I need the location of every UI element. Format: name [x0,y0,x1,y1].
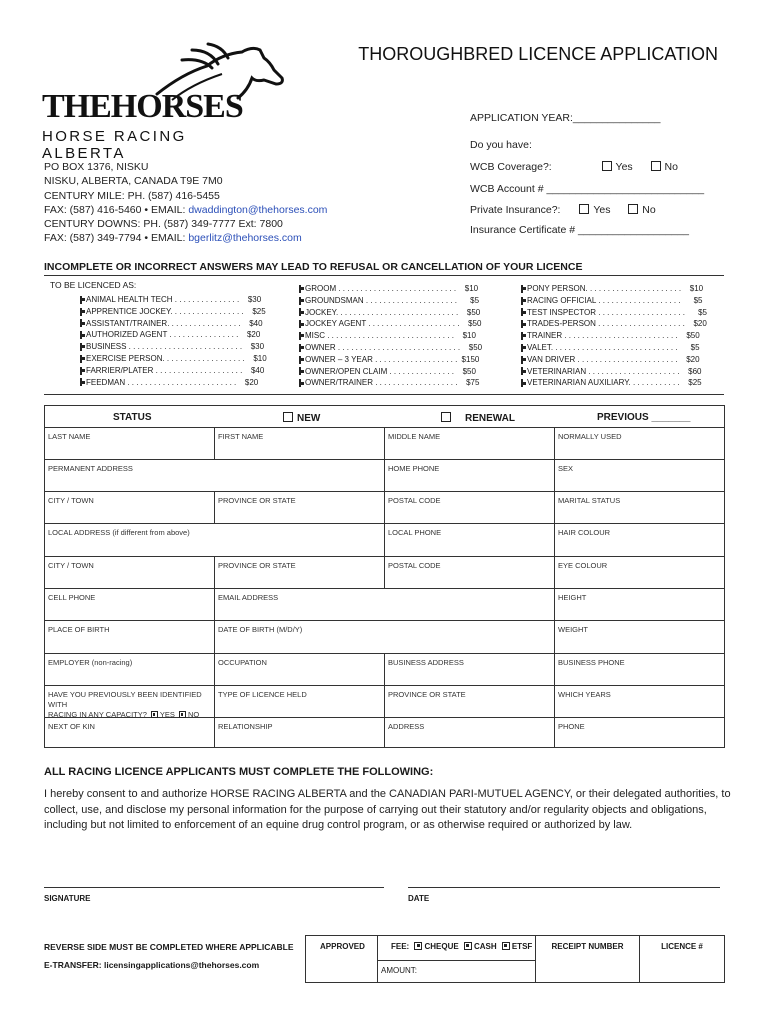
office-use-box [305,935,725,983]
last-name-field[interactable]: LAST NAME [45,428,215,459]
cheque-label: CHEQUE [424,942,459,951]
licence-option[interactable] [80,318,263,330]
local-address-field[interactable]: LOCAL ADDRESS (if different from above) [45,524,385,556]
licence-fee: $30 [247,295,262,304]
licence-name: APPRENTICE JOCKEY. . . . . . . . . . . . . . . . . [86,306,244,316]
licence-name: EXERCISE PERSON. . . . . . . . . . . . . . . . . . . [86,353,245,363]
no-label: No [664,161,678,173]
licence-fee: $5 [690,342,700,352]
licence-checkbox[interactable] [80,308,82,316]
form-row [45,589,724,621]
which-years-field[interactable]: WHICH YEARS [558,690,611,699]
licence-checkbox[interactable] [80,331,82,339]
licence-option[interactable] [521,318,707,330]
licence-option[interactable] [521,354,700,366]
licence-option[interactable] [521,377,702,389]
business-phone-field[interactable]: BUSINESS PHONE [558,658,625,667]
logo-tagline: HORSE RACING ALBERTA [42,128,187,162]
licence-column-1 [80,294,267,388]
renewal-label: RENEWAL [465,413,515,424]
do-you-have-label: Do you have: [470,139,532,151]
licence-option[interactable] [299,330,474,342]
licence-name: ASSISTANT/TRAINER. . . . . . . . . . . . . . . . . [86,318,241,328]
fee-cell [378,936,536,982]
wcb-yes-checkbox[interactable] [602,161,612,171]
licence-name: OWNER – 3 YEAR . . . . . . . . . . . . . . . . . . . [305,354,458,364]
approved-cell: APPROVED [306,936,378,982]
email-address-field[interactable]: EMAIL ADDRESS [215,589,555,620]
licence-name: OWNER/OPEN CLAIM . . . . . . . . . . . . . . . [305,366,454,376]
licence-option[interactable] [521,307,707,319]
licence-checkbox[interactable] [521,320,523,328]
signature-label: SIGNATURE [44,894,91,903]
licence-name: ANIMAL HEALTH TECH . . . . . . . . . . . . . . . [86,295,240,304]
cash-label: CASH [473,942,497,951]
page-title: THOROUGHBRED LICENCE APPLICATION [358,44,718,64]
receipt-number-cell[interactable]: RECEIPT NUMBER [536,936,640,982]
licence-checkbox[interactable] [299,356,301,364]
licence-fee: $75 [466,378,480,388]
province-state-field[interactable]: PROVINCE OR STATE [215,492,385,523]
identified-question-cell [45,686,215,717]
middle-name-field[interactable]: MIDDLE NAME [385,428,555,459]
licence-checkbox[interactable] [299,285,301,293]
licence-fee: $50 [462,366,476,376]
permanent-address-field[interactable]: PERMANENT ADDRESS [45,460,385,491]
licence-name: TRAINER . . . . . . . . . . . . . . . . . . . . . . . . . . [527,331,678,341]
kin-address-field[interactable]: ADDRESS [385,718,555,748]
occupation-field[interactable]: OCCUPATION [215,654,385,685]
fax-text: FAX: (587) 349-7794 • EMAIL: [44,232,189,245]
date-label: DATE [408,894,430,903]
identified-no-checkbox[interactable] [179,711,186,718]
new-checkbox[interactable] [283,412,293,422]
address-line: CENTURY MILE: PH. (587) 416-5455 [44,189,220,202]
status-new-option[interactable] [283,412,320,424]
licence-checkbox[interactable] [521,344,523,352]
licence-checkbox[interactable] [299,332,301,340]
licence-fee: $150 [461,354,480,364]
licence-fee: $20 [693,319,707,329]
licence-fee: $25 [688,378,702,388]
licence-name: MISC . . . . . . . . . . . . . . . . . . . . . . . . . . . . . [305,331,454,341]
city-town-field[interactable]: CITY / TOWN [45,492,215,523]
licence-fee: $40 [249,318,263,328]
wcb-coverage-row [470,161,678,173]
licence-checkbox[interactable] [299,379,301,387]
licence-name: AUTHORIZED AGENT . . . . . . . . . . . . . . . . [86,330,239,340]
licence-checkbox[interactable] [521,379,523,387]
status-row [45,406,724,428]
marital-status-field[interactable]: MARITAL STATUS [558,496,621,505]
home-phone-field[interactable]: HOME PHONE [385,460,555,491]
etsf-label: ETSF [511,942,533,951]
licence-checkbox[interactable] [80,355,82,363]
licence-checkbox[interactable] [80,343,82,351]
divider [44,394,724,395]
local-phone-field[interactable]: LOCAL PHONE [385,524,555,556]
etransfer-note: E-TRANSFER: licensingapplications@thehorses.com [44,960,260,970]
fee-options [391,942,532,951]
licence-checkbox[interactable] [521,356,523,364]
licence-checkbox[interactable] [521,285,523,293]
licence-option[interactable] [299,354,480,366]
licence-name: VAN DRIVER . . . . . . . . . . . . . . . . . . . . . . . [527,354,678,364]
licence-name: VETERINARIAN . . . . . . . . . . . . . . . . . . . . . [527,366,680,376]
licence-option[interactable] [299,295,480,307]
logo-wordmark: THEHORSES [42,88,243,125]
licence-fee: $20 [686,354,700,364]
licence-checkbox[interactable] [521,367,523,375]
postal-code-field[interactable]: POSTAL CODE [385,492,555,523]
divider [44,275,724,276]
licence-option[interactable] [521,295,703,307]
licence-fee: $5 [693,295,703,305]
relationship-field[interactable]: RELATIONSHIP [215,718,385,748]
licence-option[interactable] [80,294,262,306]
sex-field[interactable]: SEX [558,464,574,473]
wcb-no-checkbox[interactable] [651,161,661,171]
email-link[interactable]: dwaddington@thehorses.com [188,203,328,216]
licence-name: OWNER/TRAINER . . . . . . . . . . . . . . . . . . . [305,378,458,388]
licence-fee: $50 [466,307,481,317]
licence-number-cell[interactable]: LICENCE # [661,942,703,951]
place-of-birth-field[interactable]: PLACE OF BIRTH [45,621,215,653]
licence-option[interactable] [299,366,474,378]
eye-colour-field[interactable]: EYE COLOUR [558,561,608,570]
licence-name: FARRIER/PLATER . . . . . . . . . . . . . . . . . . . . [86,365,243,375]
licence-checkbox[interactable] [521,297,523,305]
licence-option[interactable] [299,377,480,389]
licence-option[interactable] [80,365,265,377]
licence-fee: $50 [686,331,700,341]
licence-option[interactable] [299,318,482,330]
licence-checkbox[interactable] [299,320,301,328]
application-year-field[interactable]: APPLICATION YEAR:_______________ [470,112,661,124]
consent-text: I hereby consent to and authorize HORSE RACING ALBERTA and the CANADIAN PARI-MUTUEL AGENCY, or their delegated authorities, to collect, use, and disclose my personal information for the purpose of carrying out their statutory and/or regularity objects and obligations, including but not limited to enforcement of an equine drug control program, or as otherwise required or authorized by law. [44,788,731,831]
fax-text: FAX: (587) 416-5460 • EMAIL: [44,203,189,216]
licence-option[interactable] [80,377,259,389]
reverse-side-note: REVERSE SIDE MUST BE COMPLETED WHERE APPLICABLE [44,942,294,952]
licence-option[interactable] [521,330,700,342]
licence-name: OWNER . . . . . . . . . . . . . . . . . . . . . . . . . . . . [305,342,461,352]
licence-checkbox[interactable] [299,297,301,305]
form-row [45,557,724,589]
licence-option[interactable] [299,342,483,354]
licence-option[interactable] [80,353,267,365]
cash-checkbox[interactable] [464,942,472,950]
form-row [45,492,724,524]
licence-checkbox[interactable] [80,319,82,327]
no-label: No [642,204,656,216]
private-insurance-label: Private Insurance?: [470,204,561,216]
height-field[interactable]: HEIGHT [558,593,587,602]
fax-line-1 [44,203,327,217]
etsf-checkbox[interactable] [502,942,510,950]
wcb-account-field[interactable]: WCB Account # ___________________________ [470,183,705,195]
applicant-form [44,405,725,748]
warning-text: INCOMPLETE OR INCORRECT ANSWERS MAY LEAD TO REFUSAL OR CANCELLATION OF YOUR LICENCE [44,261,583,273]
form-row [45,428,724,460]
licence-fee: $20 [246,330,261,340]
licence-types-label: TO BE LICENCED AS: [50,280,137,290]
licence-fee: $10 [253,353,267,363]
identified-question-line-2: RACING IN ANY CAPACITY? YES NO [48,710,200,719]
licence-checkbox[interactable] [80,296,82,304]
licence-fee: $5 [470,295,480,305]
licence-option[interactable] [80,329,261,341]
email-link[interactable]: bgerlitz@thehorses.com [188,232,302,245]
signature-line[interactable] [44,887,384,888]
new-label: NEW [297,413,321,424]
fax-line-2 [44,231,327,245]
licence-checkbox[interactable] [299,344,301,352]
licence-option[interactable] [521,366,702,378]
wcb-coverage-label: WCB Coverage?: [470,161,552,173]
licence-name: VETERINARIAN AUXILIARY. . . . . . . . . . . . [527,378,680,388]
licence-fee: $50 [468,319,482,329]
licence-fee: $20 [244,377,259,387]
licence-name: GROUNDSMAN . . . . . . . . . . . . . . . . . . . . . [305,295,458,305]
licence-fee: $60 [688,366,702,376]
yes-label: YES [159,710,175,719]
licence-option[interactable] [299,307,481,319]
licence-name: GROOM . . . . . . . . . . . . . . . . . . . . . . . . . . . [305,284,457,293]
address-line: CENTURY DOWNS: PH. (587) 349-7777 Ext: 7800 [44,218,283,231]
status-renewal-option[interactable] [441,412,515,424]
consent-heading: ALL RACING LICENCE APPLICANTS MUST COMPLETE THE FOLLOWING: [44,766,434,778]
insurance-certificate-field[interactable]: Insurance Certificate # ___________________ [470,224,689,236]
licence-column-3 [521,283,707,389]
licence-fee: $25 [252,306,266,316]
licence-fee: $50 [468,342,483,352]
amount-field[interactable]: AMOUNT: [381,966,417,975]
licence-fee: $10 [689,284,704,293]
cell-phone-field[interactable]: CELL PHONE [45,589,215,620]
renewal-checkbox[interactable] [441,412,451,422]
cheque-checkbox[interactable] [414,942,422,950]
licence-option[interactable] [80,341,265,353]
form-row [45,621,724,654]
employer-field[interactable]: EMPLOYER (non-racing) [45,654,215,685]
licence-province-field[interactable]: PROVINCE OR STATE [385,686,555,717]
licence-name: JOCKEY. . . . . . . . . . . . . . . . . . . . . . . . . . . . [305,307,459,317]
local-postal-code-field[interactable]: POSTAL CODE [385,557,555,588]
licence-fee: $10 [464,284,479,293]
form-row [45,524,724,557]
licence-fee: $40 [250,365,265,375]
licence-name: RACING OFFICIAL . . . . . . . . . . . . . . . . . . . [527,295,681,305]
form-row [45,460,724,492]
licence-option[interactable] [299,283,479,295]
local-province-state-field[interactable]: PROVINCE OR STATE [215,557,385,588]
form-row [45,686,724,718]
licence-checkbox[interactable] [521,332,523,340]
licence-checkbox[interactable] [299,367,301,375]
licence-option[interactable] [521,342,700,354]
licence-name: TRADES-PERSON . . . . . . . . . . . . . . . . . . . . [527,319,685,329]
licence-name: VALET. . . . . . . . . . . . . . . . . . . . . . . . . . . . . [527,342,678,352]
licence-checkbox[interactable] [80,367,82,375]
licence-name: PONY PERSON. . . . . . . . . . . . . . . . . . . . . . [527,284,682,293]
next-of-kin-field[interactable]: NEXT OF KIN [45,718,215,748]
insurance-no-checkbox[interactable] [628,204,638,214]
business-address-field[interactable]: BUSINESS ADDRESS [385,654,555,685]
previous-field[interactable]: PREVIOUS _______ [597,412,691,423]
normally-used-field[interactable]: NORMALLY USED [558,432,622,441]
no-label: NO [187,710,200,719]
private-insurance-row [470,204,656,216]
licence-fee: $30 [250,342,265,352]
weight-field[interactable]: WEIGHT [558,625,588,634]
identified-question-line: HAVE YOU PREVIOUSLY BEEN IDENTIFIED WITH [48,690,202,709]
kin-phone-field[interactable]: PHONE [558,722,585,731]
date-line[interactable] [408,887,720,888]
licence-column-2 [299,283,483,389]
licence-checkbox[interactable] [299,308,301,316]
licence-name: FEEDMAN . . . . . . . . . . . . . . . . . . . . . . . . . [86,377,237,387]
licence-checkbox[interactable] [521,308,523,316]
hair-colour-field[interactable]: HAIR COLOUR [558,528,611,537]
licence-name: TEST INSPECTOR . . . . . . . . . . . . . . . . . . . . [527,307,685,317]
identified-yes-checkbox[interactable] [151,711,158,718]
fee-divider [378,960,535,961]
insurance-yes-checkbox[interactable] [579,204,589,214]
brand-logo [42,44,257,162]
address-line: NISKU, ALBERTA, CANADA T9E 7M0 [44,175,223,188]
status-label: STATUS [113,412,152,423]
date-of-birth-field[interactable]: DATE OF BIRTH (M/D/Y) [215,621,555,653]
form-row [45,654,724,686]
yes-label: Yes [615,161,633,173]
licence-fee: $10 [462,331,476,341]
address-line: PO BOX 1376, NISKU [44,161,149,173]
fee-label: FEE: [391,942,410,951]
licence-checkbox[interactable] [80,378,82,386]
licence-name: BUSINESS . . . . . . . . . . . . . . . . . . . . . . . . . . [86,342,243,352]
first-name-field[interactable]: FIRST NAME [215,428,385,459]
licence-fee: $5 [698,307,707,317]
contact-address [44,160,327,246]
licence-option[interactable] [80,306,266,318]
type-of-licence-field[interactable]: TYPE OF LICENCE HELD [215,686,385,717]
form-row [45,718,724,748]
yes-label: Yes [593,204,611,216]
local-city-town-field[interactable]: CITY / TOWN [45,557,215,588]
licence-name: JOCKEY AGENT . . . . . . . . . . . . . . . . . . . . . [305,319,460,329]
licence-option[interactable] [521,283,704,295]
